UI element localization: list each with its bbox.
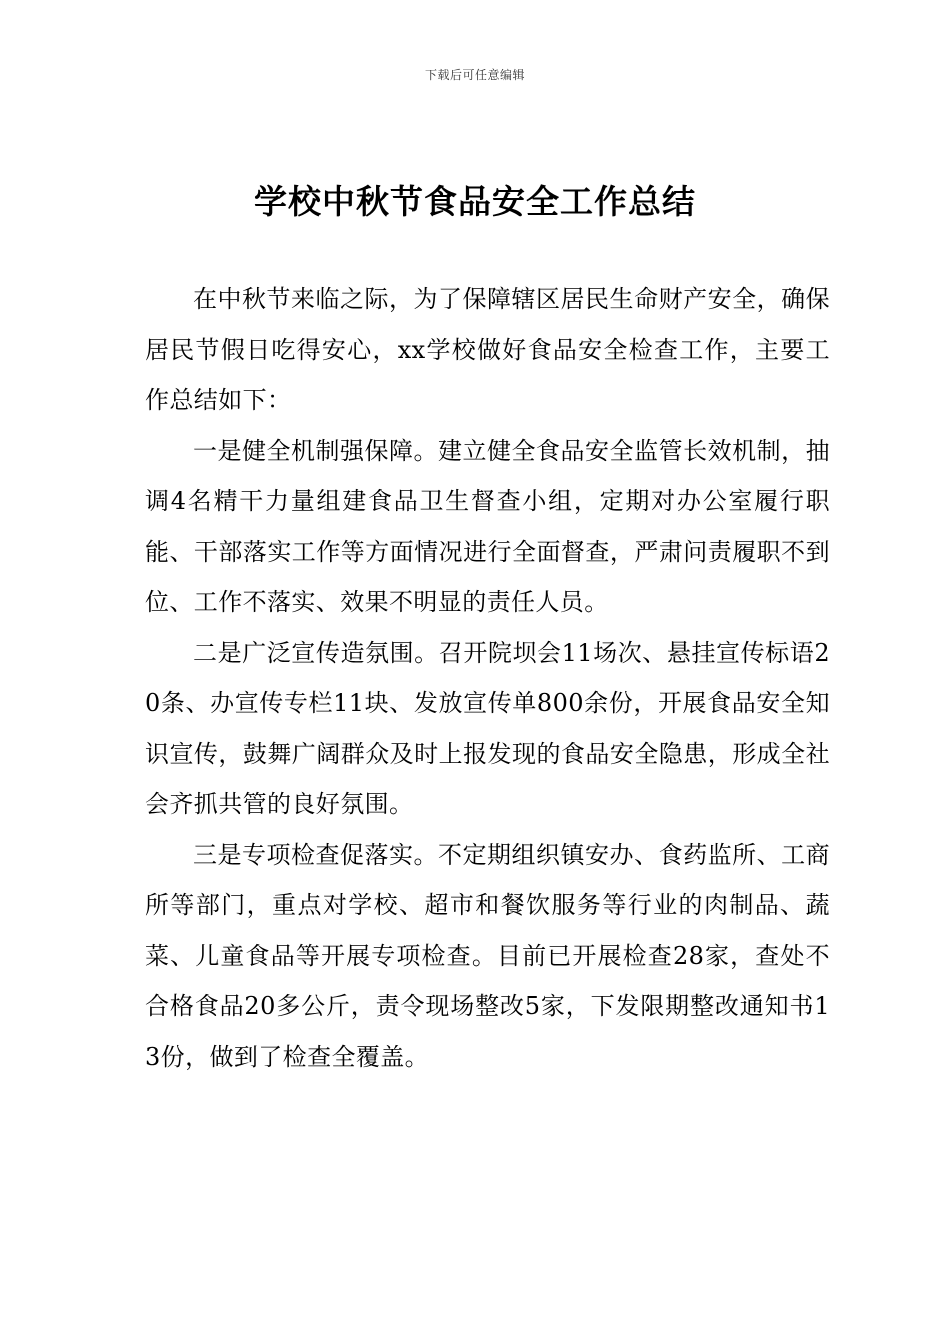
paragraph-intro: 在中秋节来临之际，为了保障辖区居民生命财产安全，确保居民节假日吃得安心，xx学校做好食品安全检查工作，主要工作总结如下： <box>145 285 830 414</box>
document-title: 学校中秋节食品安全工作总结 <box>254 182 696 221</box>
paragraph-publicity: 二是广泛宣传造氛围。召开院坝会11场次、悬挂宣传标语20条、办宣传专栏11块、发放宣传单800余份，开展食品安全知识宣传，鼓舞广阔群众及时上报发现的食品安全隐患，形成全社会齐抓共管的良好氛围。 <box>145 638 830 818</box>
paragraph-inspection: 三是专项检查促落实。不定期组织镇安办、食药监所、工商所等部门，重点对学校、超市和餐饮服务等行业的肉制品、蔬菜、儿童食品等开展专项检查。目前已开展检查28家，查处不合格食品20多公斤，责令现场整改5家，下发限期整改通知书13份，做到了检查全覆盖。 <box>145 840 830 1071</box>
header-note: 下载后可任意编辑 <box>424 68 525 82</box>
document-body <box>145 274 830 1082</box>
paragraph-mechanism: 一是健全机制强保障。建立健全食品安全监管长效机制，抽调4名精干力量组建食品卫生督查小组，定期对办公室履行职能、干部落实工作等方面情况进行全面督查，严肃问责履职不到位、工作不落实、效果不明显的责任人员。 <box>145 436 830 616</box>
